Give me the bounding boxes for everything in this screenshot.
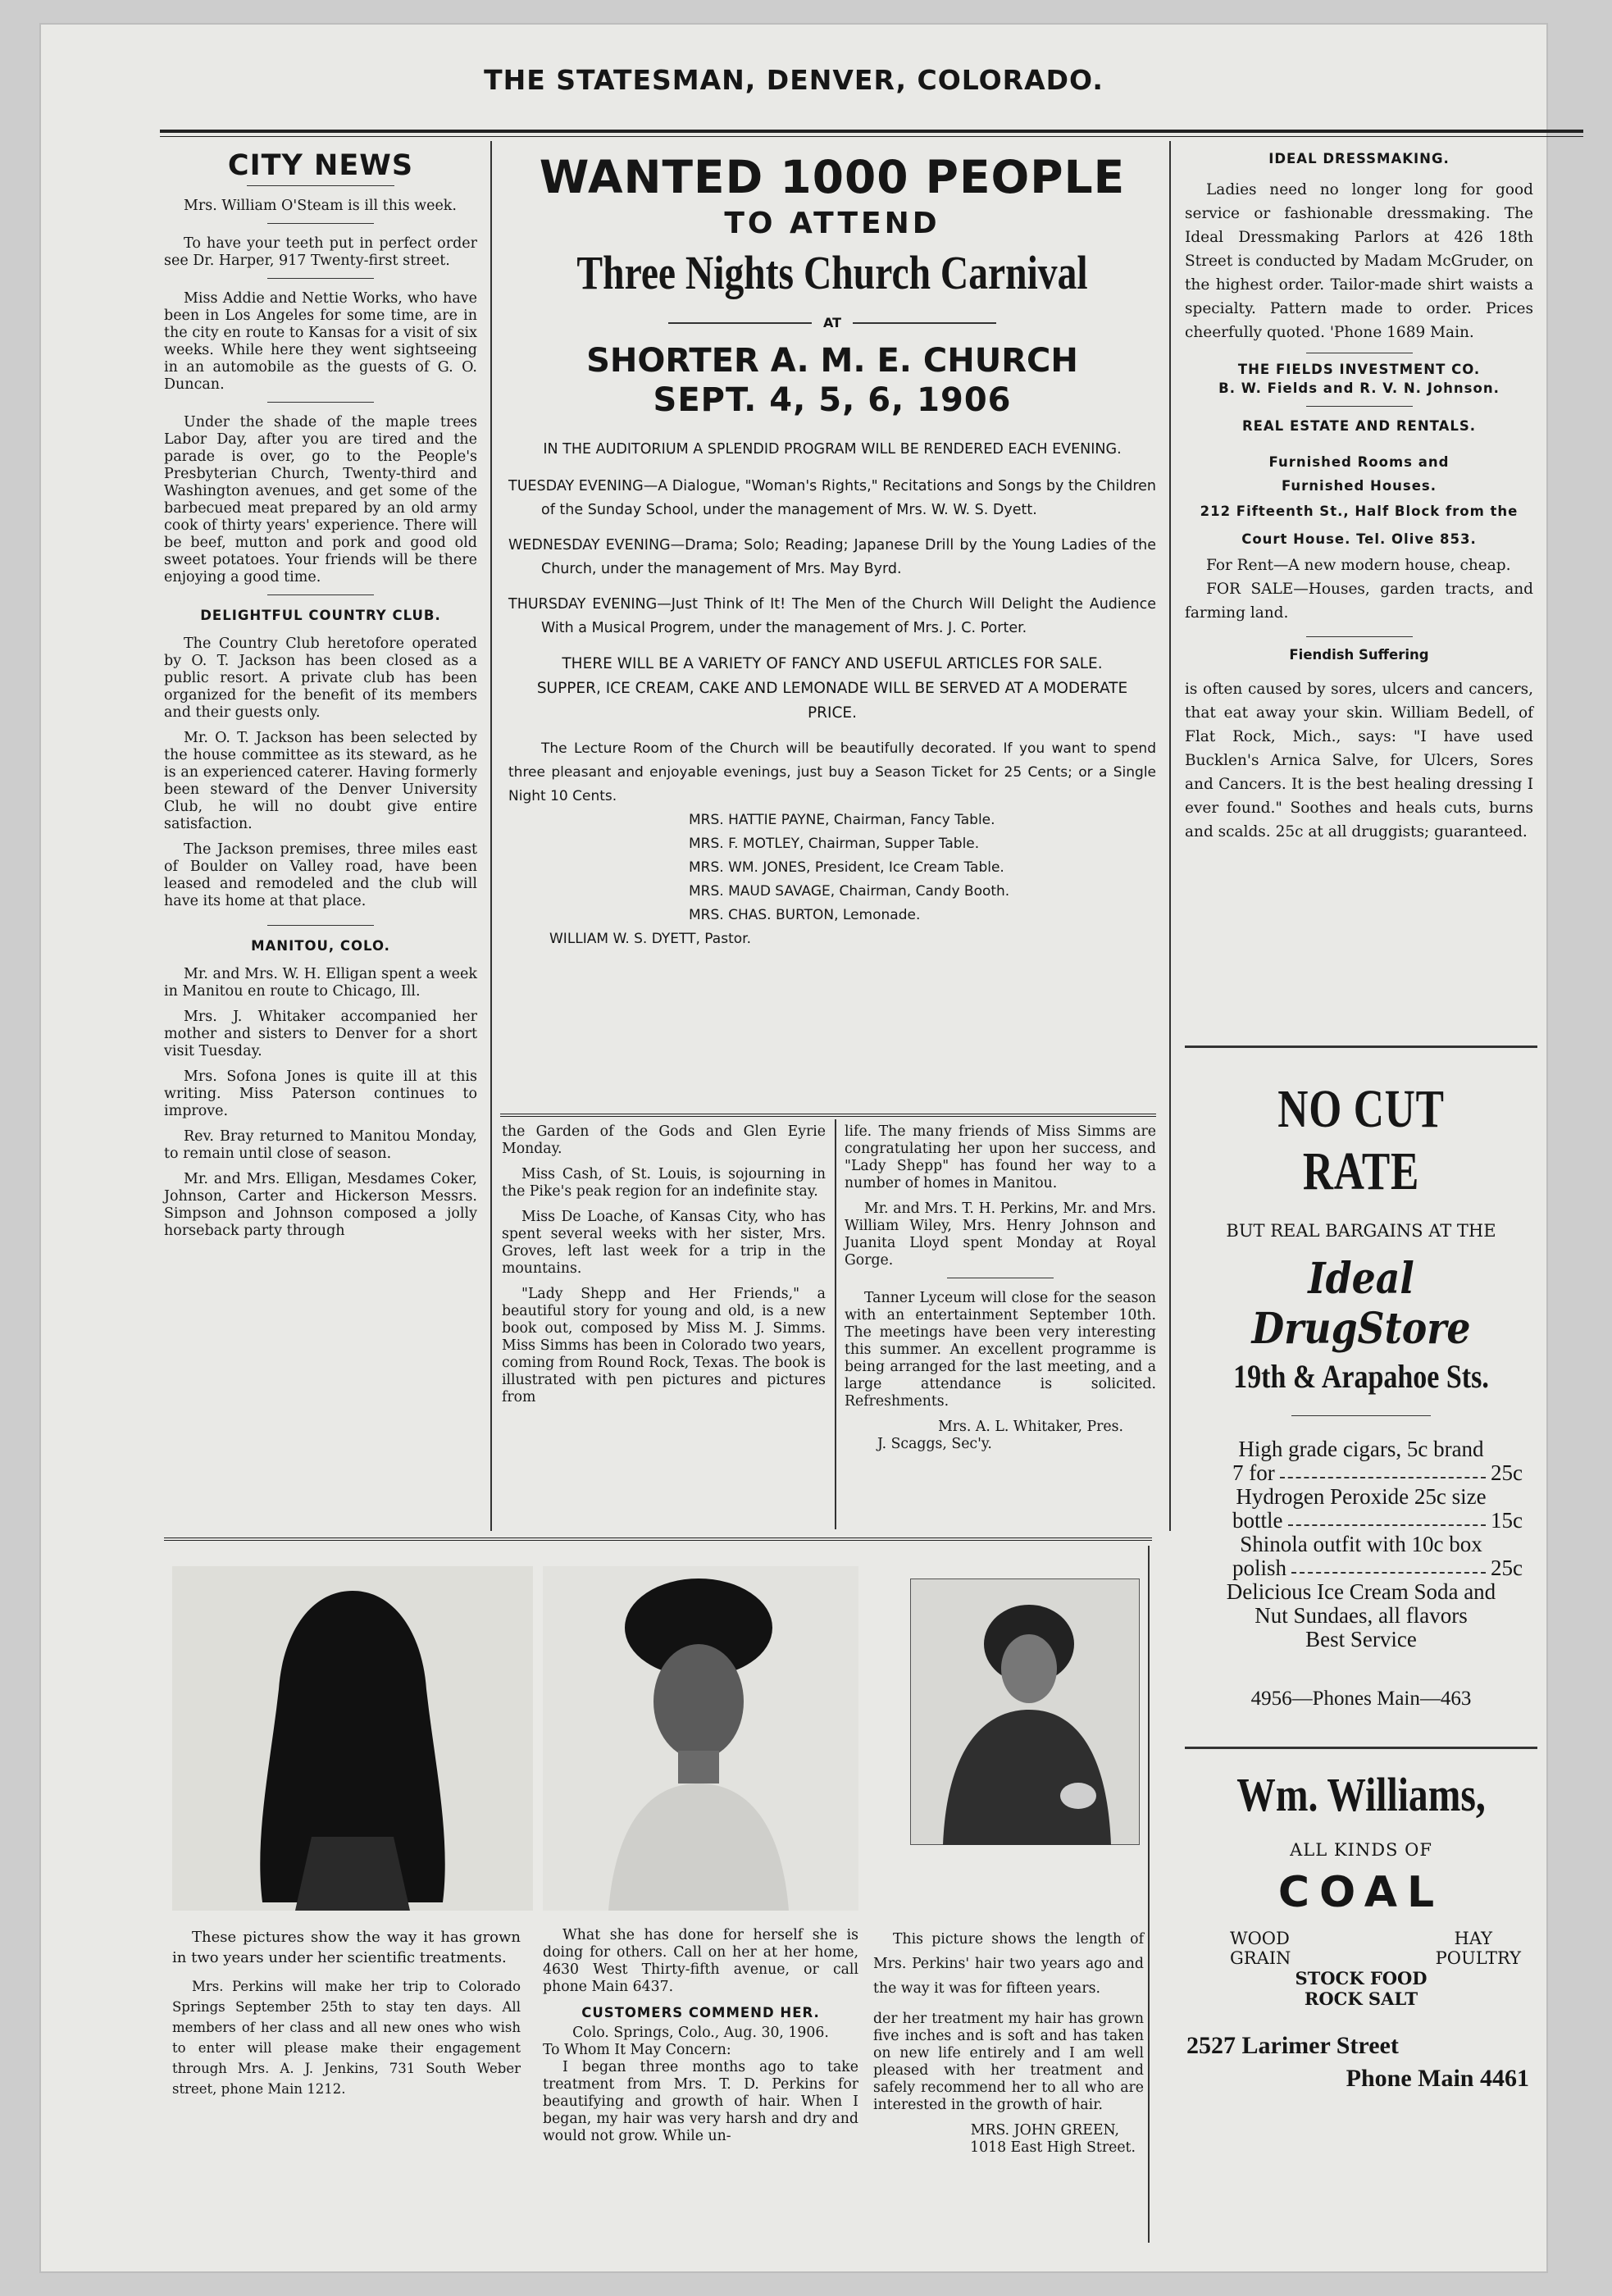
soda-line: Delicious Ice Cream Soda and	[1226, 1579, 1496, 1604]
coal-row-2	[1185, 1948, 1537, 1968]
drugstore-name: Ideal DrugStore	[1251, 1254, 1471, 1354]
no-cut-rate: NO CUT RATE	[1277, 1079, 1445, 1201]
hair-photo-before	[910, 1578, 1140, 1845]
fields-names: B. W. Fields and R. V. N. Johnson.	[1218, 380, 1500, 396]
manitou-item: Miss Cash, of St. Louis, is sojourning in the Pike's peak region for an indefinite stay.	[502, 1166, 826, 1200]
real-estate-title: REAL ESTATE AND RENTALS.	[1241, 418, 1477, 434]
manitou-item: the Garden of the Gods and Glen Eyrie Monday.	[502, 1123, 826, 1157]
city-news-items	[164, 198, 477, 1240]
coal-dealer-name: Wm. Williams,	[1236, 1768, 1486, 1821]
price-item	[1200, 1461, 1523, 1485]
committee-member: MRS. CHAS. BURTON, Lemonade.	[689, 907, 921, 923]
carnival-headline: WANTED 1000 PEOPLE	[539, 151, 1126, 203]
program-wednesday	[508, 534, 1156, 581]
coal-phone: Phone Main 4461	[1346, 2065, 1529, 2092]
carnival-lecture: The Lecture Room of the Church will be beautifully decorated. If you want to spend three pleasant and enjoyable evenings, just buy a Season Ticket for 25 Cents; or a Single Night 10 Cents.	[508, 740, 1156, 804]
manitou-title: MANITOU, COLO.	[251, 938, 390, 954]
price-item-price: 25c	[1491, 1460, 1523, 1485]
coal-ad	[1185, 1767, 1537, 2093]
price-item-unit: bottle	[1232, 1508, 1283, 1533]
hair-front-illustration	[543, 1566, 858, 1911]
perkins-contact: What she has done for herself she is doing for others. Call on her at her home, 4630 West Thirty-fifth avenue, or call phone Main 6437.	[543, 1927, 858, 1995]
program-text: —Just Think of It! The Men of the Church Will Delight the Audience With a Musical Progrem, under the management of Mrs. J. C. Porter.	[541, 596, 1156, 636]
drugstore-phones: 4956—Phones Main—463	[1250, 1688, 1472, 1710]
carnival-at-row	[508, 315, 1156, 330]
price-item-label: High grade cigars, 5c brand	[1238, 1437, 1484, 1461]
newspaper-page	[41, 25, 1546, 2271]
price-item-unit: 7 for	[1232, 1460, 1275, 1485]
church-name: SHORTER A. M. E. CHURCH	[586, 342, 1078, 380]
carnival-pastor: WILLIAM W. S. DYETT, Pastor.	[549, 931, 751, 947]
committee-member: MRS. MAUD SAVAGE, Chairman, Candy Booth.	[689, 883, 1010, 900]
fiendish-title: Fiendish Suffering	[1289, 647, 1429, 663]
letter-dateline: Colo. Springs, Colo., Aug. 30, 1906.	[572, 2025, 829, 2041]
hair-photo-front	[543, 1566, 858, 1911]
best-service: Best Service	[1305, 1627, 1417, 1651]
fields-listings	[1185, 554, 1533, 625]
column-divider-2	[1169, 141, 1171, 1531]
manitou-item: "Lady Shepp and Her Friends," a beautiful story for young and old, is a new book out, composed by Miss M. J. Simms. Miss Simms has been in Colorado two years, coming from Round Rock, Texas. The book is illustrated with pen pictures and pictures from	[502, 1286, 826, 1405]
country-club-para: The Country Club heretofore operated by O. T. Jackson has been closed as a public resort. A private club has been organized for the benefit of its members and their guests only.	[164, 636, 477, 721]
masthead-rule	[160, 130, 1583, 137]
carnival-committee	[508, 809, 1156, 927]
customers-title: CUSTOMERS COMMEND HER.	[581, 2005, 820, 2020]
country-club-para: Mr. O. T. Jackson has been selected by the house committee as its steward, as he is an experienced caterer. Having formerly been steward of the Denver University Club, he will no doubt give entire satisfaction.	[164, 730, 477, 832]
coal-item: STOCK FOOD	[1295, 1968, 1428, 1988]
country-club-para: The Jackson premises, three miles east of Boulder on Valley road, have been leased and remodeled and the club will have its home at that place.	[164, 841, 477, 909]
perkins-trip: Mrs. Perkins will make her trip to Colorado Springs September 25th to stay ten days. All members of her class and all new ones who wish to enter will please make their engagement through Mrs. A. J. Jenkins, 731 South Weber street, phone Main 1212.	[172, 1979, 521, 2097]
city-news-item: Mrs. William O'Steam is ill this week.	[184, 198, 457, 214]
letter-salutation: To Whom It May Concern:	[543, 2042, 731, 2058]
drugstore-top-rule	[1185, 1046, 1537, 1048]
price-item-price: 25c	[1491, 1556, 1523, 1580]
letter-body: der her treatment my hair has grown five inches and is soft and has taken on new life entirely and I am well pleased with her treatment and safely recommend her to all who are interested in the growth of hair.	[873, 2011, 1144, 2113]
right-column	[1185, 149, 1533, 844]
drugstore-address: 19th & Arapahoe Sts.	[1233, 1358, 1489, 1395]
manitou-signature: Mrs. A. L. Whitaker, Pres.	[938, 1419, 1123, 1435]
manitou-col3	[845, 1123, 1156, 1453]
coal-street: 2527 Larimer Street	[1186, 2032, 1399, 2059]
perkins-right-col	[873, 1927, 1144, 2157]
city-news-item: Under the shade of the maple trees Labor Day, after you are tired and the parade is over, go to the People's Presbyterian Church, Twenty-third and Washington avenues, and get some of the barbecued meat prepared by an old army cook of thirty years' experience. There will be beef, mutton and pork and good old sweet potatoes. Your friends will be there enjoying a good time.	[164, 414, 477, 585]
manitou-item: Miss De Loache, of Kansas City, who has spent several weeks with her sister, Mrs. Groves, left last week for a trip in the mountains.	[502, 1209, 826, 1277]
photo-caption: This picture shows the length of Mrs. Perkins' hair two years ago and the way it was for fifteen years.	[873, 1931, 1144, 1997]
program-text: —A Dialogue, "Woman's Rights," Recitations and Songs by the Children of the Sunday School, under the management of Mrs. W. W. S. Dyett.	[541, 478, 1157, 518]
hair-before-illustration	[910, 1578, 1140, 1845]
carnival-bottom-rule	[500, 1114, 1156, 1117]
fiendish-body: is often caused by sores, ulcers and cancers, that eat away your skin. William Bedell, of Flat Rock, Mich., says: "I have used Bucklen's Arnica Salve, for Ulcers, Sores and Cancers. It is the best healing dressing I ever found." Soothes and heals cuts, burns and scalds. 25c at all druggists; guaranteed.	[1185, 681, 1533, 840]
for-sale: FOR SALE—Houses, garden tracts, and farming land.	[1185, 581, 1533, 622]
column-divider-3	[1148, 1546, 1150, 2243]
coal-item: POULTRY	[1435, 1948, 1521, 1968]
coal-kinds: ALL KINDS OF	[1290, 1840, 1432, 1860]
hair-back-illustration	[172, 1566, 533, 1911]
carnival-at: AT	[822, 315, 842, 330]
city-news-item: Miss Addie and Nettie Works, who have been in Los Angeles for some time, are in the city en route to Kansas for a visit of six weeks. While here they went sightseeing in an automobile as the guests of G. O. Duncan.	[164, 290, 477, 393]
committee-member: MRS. F. MOTLEY, Chairman, Supper Table.	[689, 836, 980, 852]
manitou-item: Mrs. J. Whitaker accompanied her mother and sisters to Denver for a short visit Tuesday.	[164, 1009, 477, 1059]
price-item	[1200, 1556, 1523, 1580]
manitou-item: Rev. Bray returned to Manitou Monday, to remain until close of season.	[164, 1128, 477, 1162]
country-club-title: DELIGHTFUL COUNTRY CLUB.	[200, 608, 441, 623]
dressmaking-text	[1185, 178, 1533, 344]
price-item-unit: polish	[1232, 1556, 1287, 1580]
manitou-item: Mr. and Mrs. Elligan, Mesdames Coker, Johnson, Carter and Hickerson Messrs. Simpson and Johnson composed a jolly horseback party through	[164, 1171, 477, 1239]
carnival-ad	[508, 146, 1156, 1114]
fields-title: THE FIELDS INVESTMENT CO.	[1237, 362, 1481, 377]
coal-item: HAY	[1454, 1929, 1492, 1948]
carnival-dates: SEPT. 4, 5, 6, 1906	[653, 381, 1012, 419]
coal-label: COAL	[1277, 1868, 1445, 1917]
hair-photo-back	[172, 1566, 533, 1911]
drugstore-ad	[1185, 1078, 1537, 1711]
coal-row-1	[1185, 1929, 1537, 1948]
manitou-signature: J. Scaggs, Sec'y.	[877, 1436, 992, 1452]
program-label: TUESDAY EVENING	[508, 478, 644, 494]
manitou-divider	[835, 1119, 836, 1529]
perkins-mid-col	[543, 1927, 858, 2153]
fiendish-text	[1185, 677, 1533, 844]
dressmaking-body: Ladies need no longer long for good service or fashionable dressmaking. The Ideal Dressmaking Parlors at 426 18th Street is conducted by Madam McGruder, on the highest order. Tailor-made shirt waists a specialty. Pattern made to order. Prices cheerfully quoted. 'Phone 1689 Main.	[1185, 181, 1533, 341]
drugstore-sub: BUT REAL BARGAINS AT THE	[1226, 1221, 1496, 1241]
manitou-item: Mr. and Mrs. W. H. Elligan spent a week in Manitou en route to Chicago, Ill.	[164, 966, 477, 1000]
program-label: WEDNESDAY EVENING	[508, 537, 671, 554]
carnival-variety: THERE WILL BE A VARIETY OF FANCY AND USEFUL ARTICLES FOR SALE. SUPPER, ICE CREAM, CAKE AND LEMONADE WILL BE SERVED AT A MODERATE PRICE.	[536, 655, 1128, 722]
drugstore-prices	[1185, 1437, 1537, 1651]
carnival-intro: IN THE AUDITORIUM A SPLENDID PROGRAM WILL BE RENDERED EACH EVENING.	[543, 441, 1122, 458]
city-news-item: To have your teeth put in perfect order see Dr. Harper, 917 Twenty-first street.	[164, 235, 477, 269]
manitou-item: Mr. and Mrs. T. H. Perkins, Mr. and Mrs. William Wiley, Mrs. Henry Johnson and Juanita Lloyd spent Monday at Royal Gorge.	[845, 1200, 1156, 1269]
price-item-price: 15c	[1491, 1508, 1523, 1533]
photo-caption: These pictures show the way it has grown in two years under her scientific treatments.	[172, 1929, 521, 1966]
letter-signer-address: 1018 East High Street.	[970, 2139, 1136, 2156]
committee-member: MRS. HATTIE PAYNE, Chairman, Fancy Table.	[689, 812, 995, 828]
coal-item: GRAIN	[1230, 1948, 1291, 1968]
manitou-item: life. The many friends of Miss Simms are congratulating her upon her success, and "Lady Shepp" has found her way to a number of homes in Manitou.	[845, 1123, 1156, 1191]
fields-address: 212 Fifteenth St., Half Block from the Court House. Tel. Olive 853.	[1200, 503, 1519, 547]
coal-top-rule	[1185, 1747, 1537, 1749]
program-text: —Drama; Solo; Reading; Japanese Drill by the Young Ladies of the Church, under the management of Mrs. May Byrd.	[541, 537, 1157, 577]
carnival-sub: TO ATTEND	[724, 207, 940, 240]
committee-member: MRS. WM. JONES, President, Ice Cream Table.	[689, 859, 1004, 876]
city-news-column	[164, 149, 477, 1248]
carnival-event: Three Nights Church Carnival	[576, 246, 1088, 299]
city-news-title: CITY NEWS	[227, 149, 414, 182]
perkins-top-rule	[164, 1538, 1152, 1541]
manitou-item: Tanner Lyceum will close for the season with an entertainment September 10th. The meetings have been very interesting this summer. An excellent programme is being arranged for the last meeting, and a large attendance is solicited. Refreshments.	[845, 1290, 1156, 1410]
letter-body: I began three months ago to take treatment from Mrs. T. D. Perkins for beautifying and growth of hair. When I began, my hair was very harsh and dry and would not grow. While un-	[543, 2059, 858, 2144]
manitou-item: Mrs. Sofona Jones is quite ill at this writing. Miss Paterson continues to improve.	[164, 1068, 477, 1119]
coal-item: ROCK SALT	[1304, 1988, 1418, 2009]
soda-line: Nut Sundaes, all flavors	[1255, 1603, 1468, 1628]
carnival-program	[508, 475, 1156, 640]
program-label: THURSDAY EVENING	[508, 596, 658, 613]
program-thursday	[508, 593, 1156, 640]
column-divider-1	[490, 141, 492, 1531]
for-rent: For Rent—A new modern house, cheap.	[1206, 557, 1511, 574]
furnished-rooms: Furnished Rooms and Furnished Houses.	[1268, 454, 1450, 494]
price-item	[1200, 1509, 1523, 1533]
masthead: THE STATESMAN, DENVER, COLORADO.	[484, 64, 1104, 96]
program-tuesday	[508, 475, 1156, 522]
price-item-label: Hydrogen Peroxide 25c size	[1236, 1484, 1487, 1509]
price-item-label: Shinola outfit with 10c box	[1240, 1532, 1482, 1556]
perkins-left-col	[172, 1927, 521, 2107]
letter-signer: MRS. JOHN GREEN,	[970, 2122, 1119, 2139]
manitou-col2	[502, 1123, 826, 1414]
dressmaking-title: IDEAL DRESSMAKING.	[1268, 151, 1450, 166]
coal-item: WOOD	[1230, 1929, 1290, 1948]
